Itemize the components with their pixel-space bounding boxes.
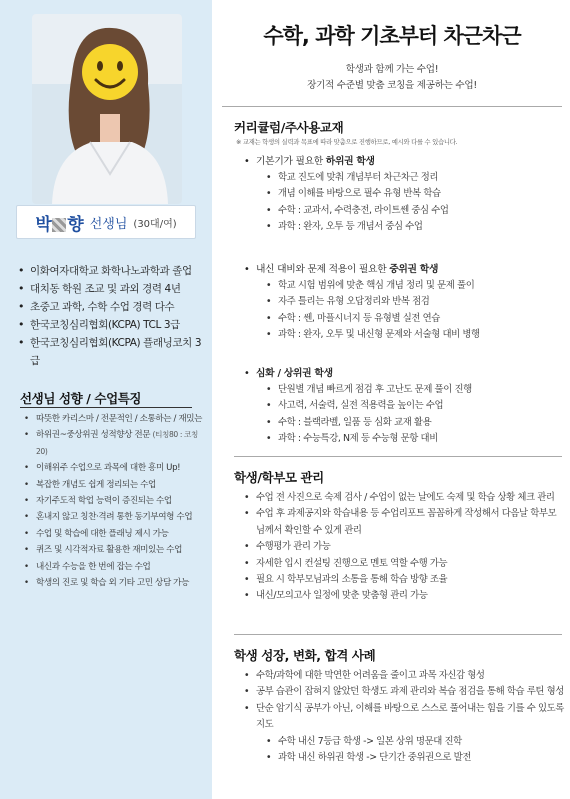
teacher-age: (30대/여) <box>133 218 177 230</box>
style-item: • 퀴즈 및 시각적자료 활용한 재미있는 수업 <box>24 542 209 558</box>
smiley-face-icon <box>82 44 138 100</box>
curriculum-item: • 개념 이해를 바탕으로 필수 유형 반복 학습 <box>266 186 554 202</box>
curriculum-item: • 수학 : 교과서, 수력충전, 라이트쎈 중심 수업 <box>266 203 554 219</box>
curriculum-item: • 수학 : 블랙라벨, 일품 등 심화 교재 활용 <box>266 415 554 431</box>
teacher-photo <box>32 14 182 204</box>
career-item: • 이화여자대학교 화학나노과학과 졸업 <box>18 262 206 280</box>
management-item: • 수업 후 과제공지와 학습내용 등 수업리포트 꼼꼼하게 작성해서 다음날 학부모님께서 확인할 수 있게 관리 <box>244 506 564 539</box>
curriculum-item: • 단원별 개념 빠르게 점검 후 고난도 문제 풀이 진행 <box>266 382 554 398</box>
divider <box>234 456 562 457</box>
style-item: • 이해위주 수업으로 과목에 대한 흥미 Up! <box>24 460 209 476</box>
teacher-sidebar <box>0 0 212 799</box>
curriculum-item: • 학교 시험 범위에 맞춘 핵심 개념 정리 및 문제 풀이 <box>266 278 554 294</box>
curriculum-item: • 자주 틀리는 유형 오답정리와 반복 점검 <box>266 294 554 310</box>
curriculum-item: • 과학 : 완자, 오투 등 개념서 중심 수업 <box>266 219 554 235</box>
career-item: • 한국코칭심리협회(KCPA) TCL 3급 <box>18 316 206 334</box>
divider <box>234 634 562 635</box>
management-heading: 학생/학부모 관리 <box>234 470 324 485</box>
curriculum-item: • 과학 : 수능특강, N제 등 수능형 문항 대비 <box>266 431 554 447</box>
career-item: • 초중고 과학, 수학 수업 경력 다수 <box>18 298 206 316</box>
curriculum-item: • 과학 : 완자, 오투 및 내신형 문제와 서술형 대비 병행 <box>266 327 554 343</box>
teacher-label: 선생님 <box>89 216 128 232</box>
growth-item: • 단순 암기식 공부가 아닌, 이해를 바탕으로 스스로 풀어내는 힘을 기를 수 있도록 지도 <box>244 701 564 734</box>
main-content <box>222 0 562 799</box>
management-item: • 수행평가 관리 가능 <box>244 539 564 555</box>
success-case: • 수학 내신 7등급 학생 -> 일본 상위 명문대 진학 <box>266 734 564 750</box>
management-item: • 자세한 입시 컨설팅 진행으로 멘토 역할 수행 가능 <box>244 556 564 572</box>
page-subtitle: 학생과 함께 가는 수업! 장기적 수준별 맞춤 코칭을 제공하는 수업! <box>307 64 477 91</box>
style-item: • 따뜻한 카리스마 / 전문적인 / 소통하는 / 재밌는 <box>24 411 209 427</box>
curriculum-group: • 기본기가 필요한 하위권 학생 • 학교 진도에 맞춰 개념부터 차근차근 정리 • 개념 이해를 바탕으로 필수 유형 반복 학습 • 수학 : 교과서, 수력충전, 라이트쎈 중심 수업 • 과학 : 완자, 오투 등 개념서 중심 수업 <box>244 154 554 236</box>
growth-list <box>244 668 564 766</box>
growth-item: • 수학/과학에 대한 막연한 어려움을 줄이고 과목 자신감 형성 <box>244 668 564 684</box>
management-item: • 필요 시 학부모님과의 소통을 통해 학습 방향 조율 <box>244 572 564 588</box>
success-case: • 과학 내신 하위권 학생 -> 단기간 중위권으로 발전 <box>266 750 564 766</box>
name-mosaic <box>52 218 66 232</box>
style-item: • 학생의 진로 및 학습 외 기타 고민 상담 가능 <box>24 575 209 591</box>
curriculum-group: • 내신 대비와 문제 적용이 필요한 중위권 학생 • 학교 시험 범위에 맞춘 핵심 개념 정리 및 문제 풀이 • 자주 틀리는 유형 오답정리와 반복 점검 • 수학 : 쎈, 마플시너지 등 유형별 실전 연습 • 과학 : 완자, 오투 및 내신형 문제와 서술형 대비 병행 <box>244 262 554 344</box>
style-item: • 혼내지 않고 칭찬·격려 통한 동기부여형 수업 <box>24 509 209 525</box>
style-item: • 복잡한 개념도 쉽게 정리되는 수업 <box>24 477 209 493</box>
style-item: • 내신과 수능을 한 번에 잡는 수업 <box>24 559 209 575</box>
style-item: • 하위권~중상위권 성적향상 전문 (티칭80 : 코칭 20) <box>24 427 209 460</box>
divider <box>20 407 192 408</box>
teaching-style-list <box>24 411 209 591</box>
management-item: • 수업 전 사진으로 숙제 검사 / 수업이 없는 날에도 숙제 및 학습 상황 체크 관리 <box>244 490 564 506</box>
page-title: 수학, 과학 기초부터 차근차근 <box>263 24 521 48</box>
divider <box>222 106 562 107</box>
career-item: • 한국코칭심리협회(KCPA) 플래닝코치 3급 <box>18 334 206 370</box>
curriculum-note: ※ 교재는 학생의 실력과 목표에 따라 맞춤으로 진행하므로, 예시와 다를 수 있습니다. <box>236 138 458 146</box>
management-item: • 내신/모의고사 일정에 맞춘 맞춤형 관리 가능 <box>244 588 564 604</box>
career-list <box>18 262 206 370</box>
career-item: • 대치동 학원 조교 및 과외 경력 4년 <box>18 280 206 298</box>
style-item: • 수업 및 학습에 대한 플래닝 제시 가능 <box>24 526 209 542</box>
growth-heading: 학생 성장, 변화, 합격 사례 <box>234 648 376 663</box>
curriculum-item: • 사고력, 서술력, 실전 적용력을 높이는 수업 <box>266 398 554 414</box>
management-list <box>244 490 564 605</box>
teacher-name-box <box>16 205 196 239</box>
growth-item: • 공부 습관이 잡혀지 않았던 학생도 과제 관리와 복습 점검을 통해 학습 루틴 형성 <box>244 684 564 700</box>
style-item: • 자기주도적 학업 능력이 증진되는 수업 <box>24 493 209 509</box>
teacher-name: 박 향 <box>35 214 84 235</box>
curriculum-item: • 학교 진도에 맞춰 개념부터 차근차근 정리 <box>266 170 554 186</box>
curriculum-heading: 커리큘럼/주사용교재 <box>234 120 344 135</box>
curriculum-item: • 수학 : 쎈, 마플시너지 등 유형별 실전 연습 <box>266 311 554 327</box>
teaching-style-heading: 선생님 성향 / 수업특징 <box>20 391 142 406</box>
curriculum-group: • 심화 / 상위권 학생 • 단원별 개념 빠르게 점검 후 고난도 문제 풀이 진행 • 사고력, 서술력, 실전 적용력을 높이는 수업 • 수학 : 블랙라벨, 일품 등 심화 교재 활용 • 과학 : 수능특강, N제 등 수능형 문항 대비 <box>244 366 554 448</box>
